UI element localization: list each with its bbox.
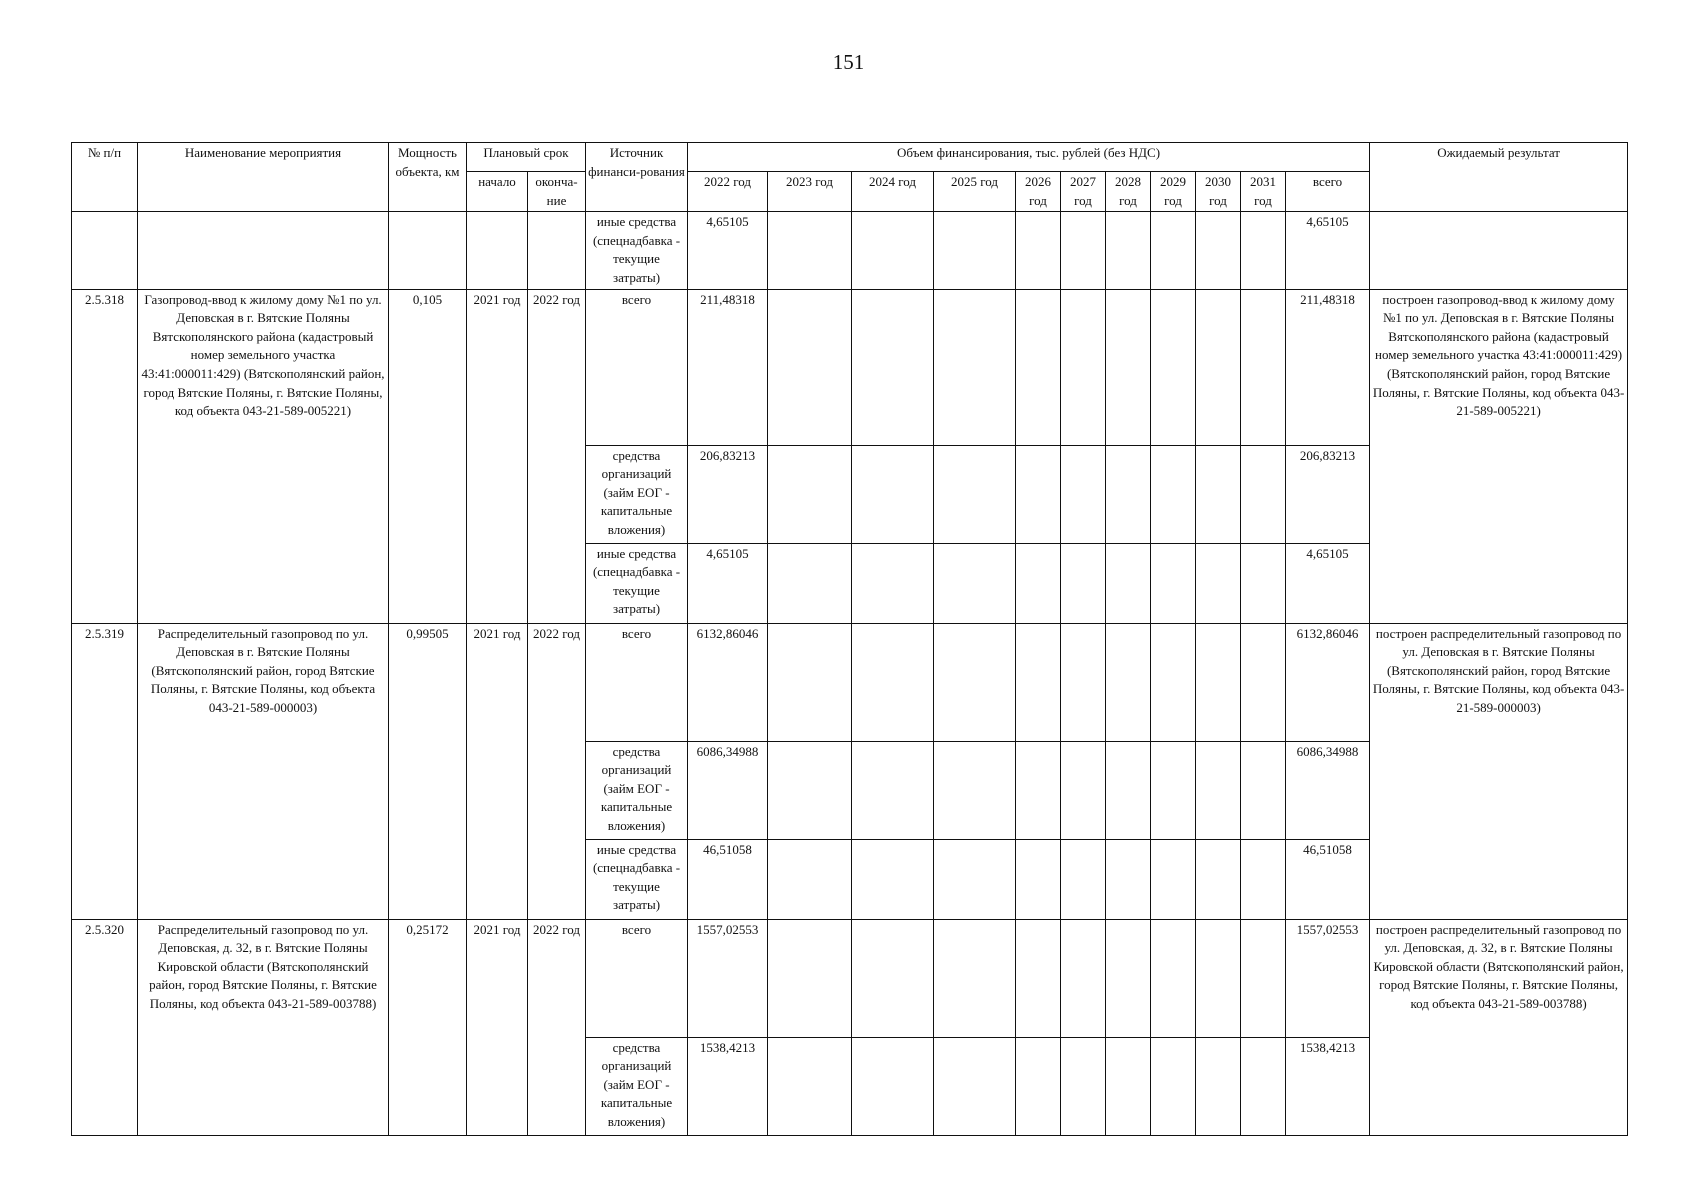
header-year-2027: 2027 год [1061, 172, 1106, 212]
row-y2022: 6132,86046 [688, 623, 768, 741]
header-year-2024: 2024 год [852, 172, 934, 212]
item-num: 2.5.319 [72, 623, 138, 919]
header-year-2030: 2030 год [1196, 172, 1241, 212]
carry-end [528, 212, 586, 289]
header-year-2028: 2028 год [1106, 172, 1151, 212]
item-end: 2022 год [528, 289, 586, 623]
item-num: 2.5.318 [72, 289, 138, 623]
row-source: средства организаций (займ ЕОГ - капитальные вложения) [586, 445, 688, 543]
header-year-2029: 2029 год [1151, 172, 1196, 212]
header-capacity: Мощность объекта, км [389, 143, 467, 212]
carry-start [467, 212, 528, 289]
item-name: Газопровод-ввод к жилому дому №1 по ул. Деповская в г. Вятские Поляны Вятскополянского района (кадастровый номер земельного участка 43:41:000011:429) (Вятскополянский район, город Вятские Поляны, г. Вятские Поляны, код объекта 043-21-589-005221) [138, 289, 389, 623]
item-capacity: 0,99505 [389, 623, 467, 919]
item-num: 2.5.320 [72, 919, 138, 1135]
carry-source: иные средства (спецнадбавка - текущие затраты) [586, 212, 688, 289]
header-year-2023: 2023 год [768, 172, 852, 212]
row-total: 1538,4213 [1286, 1037, 1370, 1135]
row-y2022: 1557,02553 [688, 919, 768, 1037]
item-end: 2022 год [528, 919, 586, 1135]
header-end: оконча-ние [528, 172, 586, 212]
header-name: Наименование мероприятия [138, 143, 389, 212]
row-total: 6086,34988 [1286, 741, 1370, 839]
item-result: построен газопровод-ввод к жилому дому №1 по ул. Деповская в г. Вятские Поляны Вятскополянского района (кадастровый номер земельного участка 43:41:000011:429) (Вятскополянский район, город Вятские Поляны, г. Вятские Поляны, код объекта 043-21-589-005221) [1370, 289, 1628, 623]
row-source: всего [586, 919, 688, 1037]
carry-y2022: 4,65105 [688, 212, 768, 289]
carry-capacity [389, 212, 467, 289]
row-source: всего [586, 623, 688, 741]
row-y2022: 6086,34988 [688, 741, 768, 839]
header-num: № п/п [72, 143, 138, 212]
table-row [72, 623, 1628, 741]
table-row [72, 919, 1628, 1037]
item-capacity: 0,105 [389, 289, 467, 623]
carry-num [72, 212, 138, 289]
carry-result [1370, 212, 1628, 289]
row-total: 1557,02553 [1286, 919, 1370, 1037]
header-year-2031: 2031 год [1241, 172, 1286, 212]
item-start: 2021 год [467, 919, 528, 1135]
carry-name [138, 212, 389, 289]
item-start: 2021 год [467, 289, 528, 623]
row-total: 4,65105 [1286, 543, 1370, 623]
header-source: Источник финанси-рования [586, 143, 688, 212]
row-source: средства организаций (займ ЕОГ - капитальные вложения) [586, 1037, 688, 1135]
item-result: построен распределительный газопровод по ул. Деповская в г. Вятские Поляны (Вятскополянский район, город Вятские Поляны, г. Вятские Поляны, код объекта 043-21-589-000003) [1370, 623, 1628, 919]
row-y2022: 4,65105 [688, 543, 768, 623]
item-end: 2022 год [528, 623, 586, 919]
item-name: Распределительный газопровод по ул. Деповская, д. 32, в г. Вятские Поляны Кировской области (Вятскополянский район, город Вятские Поляны, г. Вятские Поляны, код объекта 043-21-589-003788) [138, 919, 389, 1135]
funding-table [71, 142, 1628, 1136]
header-year-2026: 2026 год [1016, 172, 1061, 212]
carry-total: 4,65105 [1286, 212, 1370, 289]
row-y2022: 206,83213 [688, 445, 768, 543]
row-y2022: 46,51058 [688, 839, 768, 919]
row-source: всего [586, 289, 688, 445]
header-year-2025: 2025 год [934, 172, 1016, 212]
row-source: средства организаций (займ ЕОГ - капитальные вложения) [586, 741, 688, 839]
row-source: иные средства (спецнадбавка - текущие затраты) [586, 839, 688, 919]
carry-over-row [72, 212, 1628, 289]
table-row [72, 289, 1628, 445]
item-result: построен распределительный газопровод по ул. Деповская, д. 32, в г. Вятские Поляны Кировской области (Вятскополянский район, город Вятские Поляны, г. Вятские Поляны, код объекта 043-21-589-003788) [1370, 919, 1628, 1135]
row-total: 6132,86046 [1286, 623, 1370, 741]
header-funding: Объем финансирования, тыс. рублей (без НДС) [688, 143, 1370, 172]
row-total: 46,51058 [1286, 839, 1370, 919]
row-y2022: 211,48318 [688, 289, 768, 445]
page-number: 151 [832, 50, 865, 74]
row-total: 206,83213 [1286, 445, 1370, 543]
row-source: иные средства (спецнадбавка - текущие затраты) [586, 543, 688, 623]
item-name: Распределительный газопровод по ул. Деповская в г. Вятские Поляны (Вятскополянский район, город Вятские Поляны, г. Вятские Поляны, код объекта 043-21-589-000003) [138, 623, 389, 919]
header-start: начало [467, 172, 528, 212]
header-total: всего [1286, 172, 1370, 212]
header-row-1 [72, 143, 1628, 172]
row-total: 211,48318 [1286, 289, 1370, 445]
header-planned-term: Плановый срок [467, 143, 586, 172]
item-start: 2021 год [467, 623, 528, 919]
header-result: Ожидаемый результат [1370, 143, 1628, 212]
item-capacity: 0,25172 [389, 919, 467, 1135]
row-y2022: 1538,4213 [688, 1037, 768, 1135]
header-year-2022: 2022 год [688, 172, 768, 212]
